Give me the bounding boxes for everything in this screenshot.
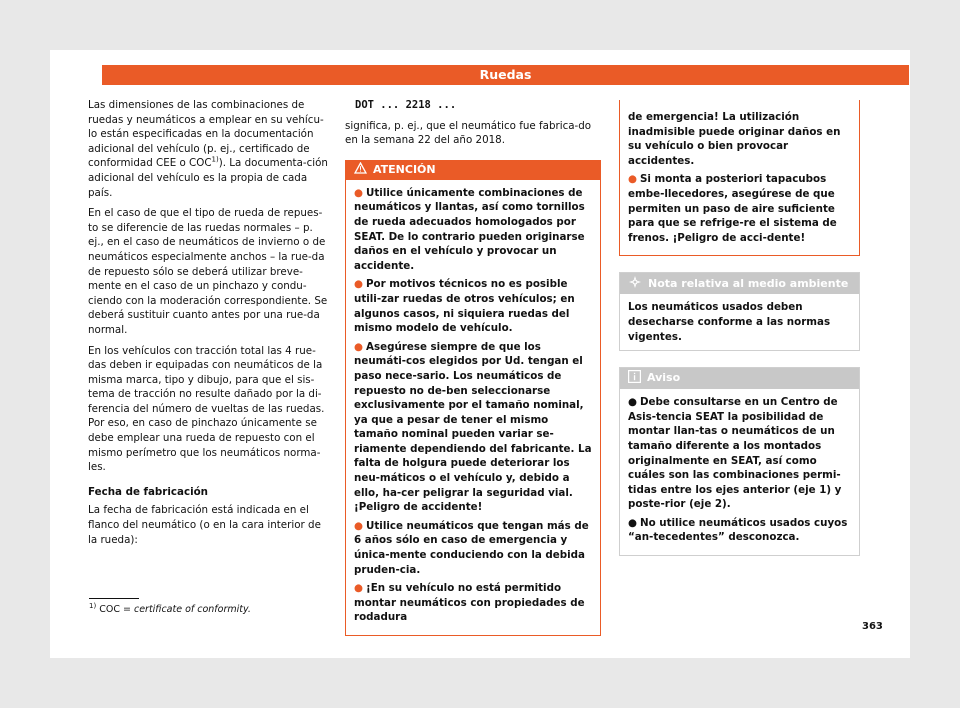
- footnote-italic: certificate of conformity.: [133, 604, 251, 615]
- warning-item-text: Si monta a posteriori tapacubos embe-llecedores, asegúrese de que permiten un paso de aire suficiente para que se refrige-re el sistema de frenos. ¡Peligro de acci-dente!: [628, 173, 837, 244]
- environment-note-box: [619, 272, 860, 351]
- warning-item-text: Utilice únicamente combinaciones de neumáticos y llantas, así como tornillos de rueda adecuados homologados por SEAT. De lo contrario pueden originarse daños en el vehículo y provocar un accidente.: [354, 186, 585, 272]
- warning-item-text: Por motivos técnicos no es posible utili-zar ruedas de otros vehículos; en algunos casos, ni siquiera ruedas del mismo modelo de vehículo.: [354, 278, 575, 335]
- column-left: [88, 98, 331, 553]
- paragraph-spare-wheel: En el caso de que el tipo de rueda de repues-to se diferencie de las ruedas normales – p. ej., en el caso de neumáticos de invierno o de neumáticos especialmente anchos – la rue-da de repuesto sólo se deberá utilizar breve-mente en el caso de un pinchazo y condu-ciendo con la moderación correspondiente. Se deberá sustituir cuanto antes por una rue-da normal.: [88, 207, 328, 336]
- warning-header: [346, 161, 600, 180]
- paragraph-text: ). La documenta-ción adicional del vehículo es la propia de cada país.: [88, 157, 328, 199]
- notice-item: [628, 395, 851, 512]
- warning-item: [354, 186, 592, 274]
- warning-continued-text: de emergencia! La utilización inadmisible puede originar daños en su vehículo o bien provocar accidentes.: [628, 111, 841, 167]
- warning-item: [628, 172, 851, 245]
- notice-item: [628, 516, 851, 545]
- warning-triangle-icon: [354, 162, 367, 179]
- info-icon: [628, 370, 641, 388]
- footnote: [89, 601, 251, 615]
- bullet-icon: ●: [354, 582, 363, 595]
- bullet-icon: ●: [354, 519, 363, 532]
- footnote-text: COC =: [99, 604, 134, 615]
- warning-title: ATENCIÓN: [373, 162, 436, 176]
- notice-box: [619, 367, 860, 556]
- environment-note-title: Nota relativa al medio ambiente: [648, 276, 849, 290]
- page-number: 363: [862, 621, 883, 632]
- paragraph-text: Las dimensiones de las combinaciones de ruedas y neumáticos a emplear en su vehícu-lo están especificadas en la documentación adicional del vehículo (p. ej., certificado de conformidad CEE o COC: [88, 99, 324, 170]
- warning-box: [345, 160, 601, 636]
- page-header: Ruedas: [102, 65, 909, 85]
- footnote-mark: 1): [89, 601, 97, 610]
- notice-item-text: Debe consultarse en un Centro de Asis-tencia SEAT la posibilidad de montar llan-tas o neumáticos de un tamaño diferente a los montados originalmente en SEAT, así como cuáles son las combinaciones permi-tidas entre los ejes anterior (eje 1) y poste-rior (eje 2).: [628, 396, 842, 511]
- leaf-icon: [628, 275, 642, 294]
- bullet-icon: ●: [354, 186, 363, 199]
- notice-title: Aviso: [647, 371, 681, 385]
- bullet-icon: ●: [628, 396, 637, 409]
- warning-item: [354, 581, 592, 625]
- paragraph-all-wheel-drive: En los vehículos con tracción total las 4 rue-das deben ir equipadas con neumáticos de la misma marca, tipo y dibujo, para que el sis-tema de tracción no resulte dañado por la di-ferencia del número de vueltas de las ruedas. Por eso, en caso de pinchazo únicamente se debe emplear una rueda de repuesto con el mismo perímetro que los neumáticos norma-les.: [88, 344, 325, 474]
- notice-header: [620, 368, 859, 389]
- bullet-icon: ●: [628, 173, 637, 186]
- warning-item: [354, 277, 592, 335]
- warning-item-text: Utilice neumáticos que tengan más de 6 años sólo en caso de emergencia y única-mente conduciendo con la debida pruden-cia.: [354, 519, 589, 576]
- environment-note-header: [620, 273, 859, 294]
- section-heading: Fecha de fabricación: [88, 485, 209, 498]
- paragraph-manufacture-date: La fecha de fabricación está indicada en el flanco del neumático (o en la cara interior de la rueda):: [88, 504, 321, 546]
- paragraph-dimensions: [88, 98, 331, 200]
- environment-note-text: Los neumáticos usados deben desecharse conforme a las normas vigentes.: [628, 301, 831, 343]
- dot-code: DOT ... 2218 ...: [355, 99, 457, 111]
- bullet-icon: ●: [628, 516, 637, 529]
- footnote-ref: 1): [211, 155, 219, 164]
- column-middle: [345, 98, 601, 636]
- notice-body: [620, 389, 859, 555]
- warning-item: [354, 340, 592, 515]
- footnote-divider: [89, 598, 139, 599]
- notice-item-text: No utilice neumáticos usados cuyos “an-tecedentes” desconozca.: [628, 516, 848, 544]
- warning-item-text: Asegúrese siempre de que los neumáti-cos elegidos por Ud. tengan el paso nece-sario. Los neumáticos de repuesto no de-ben seleccionarse exclusivamente por el tamaño nominal, ya que a pesar de tener el mismo tamaño nominal pueden variar se-riamente dependiendo del fabricante. La falta de holgura puede deteriorar los neu-máticos o el vehículo y, debido a ello, ha-cer peligrar la seguridad vial. ¡Peligro de accidente!: [354, 340, 592, 514]
- warning-continued-body: [620, 104, 859, 255]
- bullet-icon: ●: [354, 340, 363, 353]
- bullet-icon: ●: [354, 278, 363, 291]
- warning-body: [346, 180, 600, 635]
- manual-page: [50, 50, 910, 658]
- column-right: [619, 100, 860, 556]
- warning-box-continued: [619, 100, 860, 256]
- warning-item: [354, 519, 592, 577]
- paragraph-dot-meaning: significa, p. ej., que el neumático fue fabrica-do en la semana 22 del año 2018.: [345, 119, 592, 147]
- warning-item-text: ¡En su vehículo no está permitido montar neumáticos con propiedades de rodadura: [354, 582, 585, 624]
